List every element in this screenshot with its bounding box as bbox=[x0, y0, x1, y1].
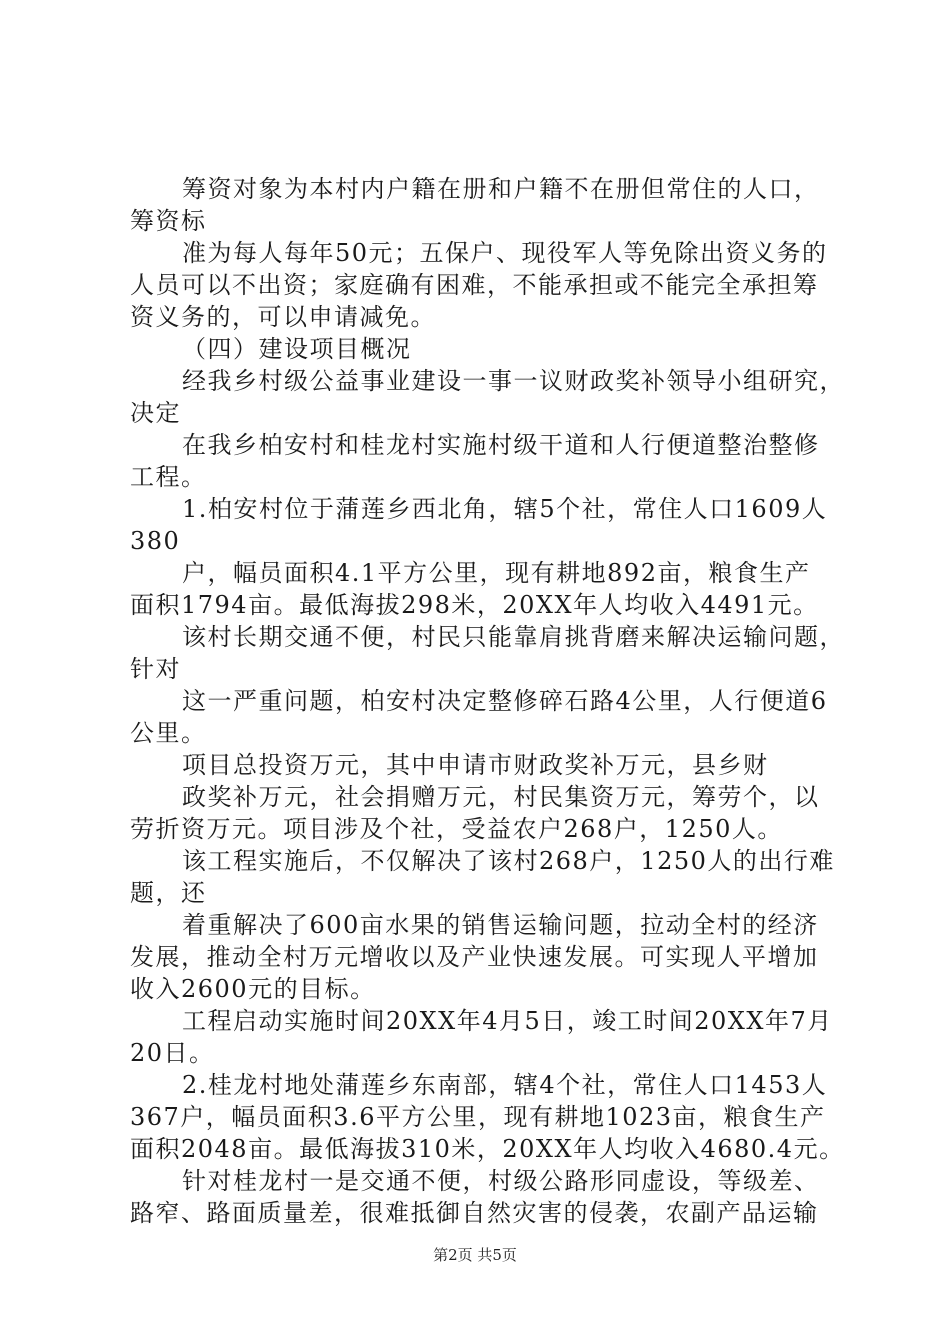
text-line: 面积2048亩。最低海拔310米，20XX年人均收入4680.4元。 bbox=[130, 1135, 845, 1163]
text-line: 公里。 bbox=[130, 719, 207, 747]
text-line: 针对 bbox=[130, 655, 181, 683]
text-line: 筹资标 bbox=[130, 207, 207, 235]
text-line: 资义务的，可以申请减免。 bbox=[130, 303, 436, 331]
text-line: 户，幅员面积4.1平方公里，现有耕地892亩，粮食生产 bbox=[182, 559, 811, 587]
text-line: 着重解决了600亩水果的销售运输问题，拉动全村的经济 bbox=[182, 911, 819, 939]
text-line: 该工程实施后，不仅解决了该村268户，1250人的出行难 bbox=[182, 847, 835, 875]
text-line: 1.柏安村位于蒲莲乡西北角，辖5个社，常住人口1609人 bbox=[182, 495, 828, 523]
text-line: 收入2600元的目标。 bbox=[130, 975, 376, 1003]
text-line: 筹资对象为本村内户籍在册和户籍不在册但常住的人口， bbox=[182, 175, 820, 203]
text-line: 2.桂龙村地处蒲莲乡东南部，辖4个社，常住人口1453人 bbox=[182, 1071, 828, 1099]
section-heading: （四）建设项目概况 bbox=[182, 335, 412, 363]
text-line: 针对桂龙村一是交通不便，村级公路形同虚设，等级差、 bbox=[182, 1167, 820, 1195]
text-line: 决定 bbox=[130, 399, 181, 427]
text-line: 380 bbox=[130, 527, 181, 555]
page-number-footer: 第2页 共5页 bbox=[433, 1246, 517, 1264]
text-line: 367户，幅员面积3.6平方公里，现有耕地1023亩，粮食生产 bbox=[130, 1103, 826, 1131]
text-line: 准为每人每年50元；五保户、现役军人等免除出资义务的 bbox=[182, 239, 828, 267]
text-line: 经我乡村级公益事业建设一事一议财政奖补领导小组研究， bbox=[182, 367, 845, 395]
text-line: 发展，推动全村万元增收以及产业快速发展。可实现人平增加 bbox=[130, 943, 819, 971]
text-line: 人员可以不出资；家庭确有困难，不能承担或不能完全承担筹 bbox=[130, 271, 819, 299]
text-line: 路窄、路面质量差，很难抵御自然灾害的侵袭，农副产品运输 bbox=[130, 1199, 819, 1227]
text-line: 在我乡柏安村和桂龙村实施村级干道和人行便道整治整修 bbox=[182, 431, 820, 459]
text-line: 项目总投资万元，其中申请市财政奖补万元，县乡财 bbox=[182, 751, 769, 779]
text-line: 面积1794亩。最低海拔298米，20XX年人均收入4491元。 bbox=[130, 591, 819, 619]
text-line: 工程启动实施时间20XX年4月5日，竣工时间20XX年7月 bbox=[182, 1007, 833, 1035]
text-line: 劳折资万元。项目涉及个社，受益农户268户，1250人。 bbox=[130, 815, 783, 843]
document-body bbox=[130, 173, 845, 1229]
text-line: 该村长期交通不便，村民只能靠肩挑背磨来解决运输问题， bbox=[182, 623, 845, 651]
text-line: 题，还 bbox=[130, 879, 207, 907]
text-line: 工程。 bbox=[130, 463, 207, 491]
text-line: 20日。 bbox=[130, 1039, 215, 1067]
text-line: 政奖补万元，社会捐赠万元，村民集资万元，筹劳个，以 bbox=[182, 783, 820, 811]
text-line: 这一严重问题，柏安村决定整修碎石路4公里，人行便道6 bbox=[182, 687, 828, 715]
